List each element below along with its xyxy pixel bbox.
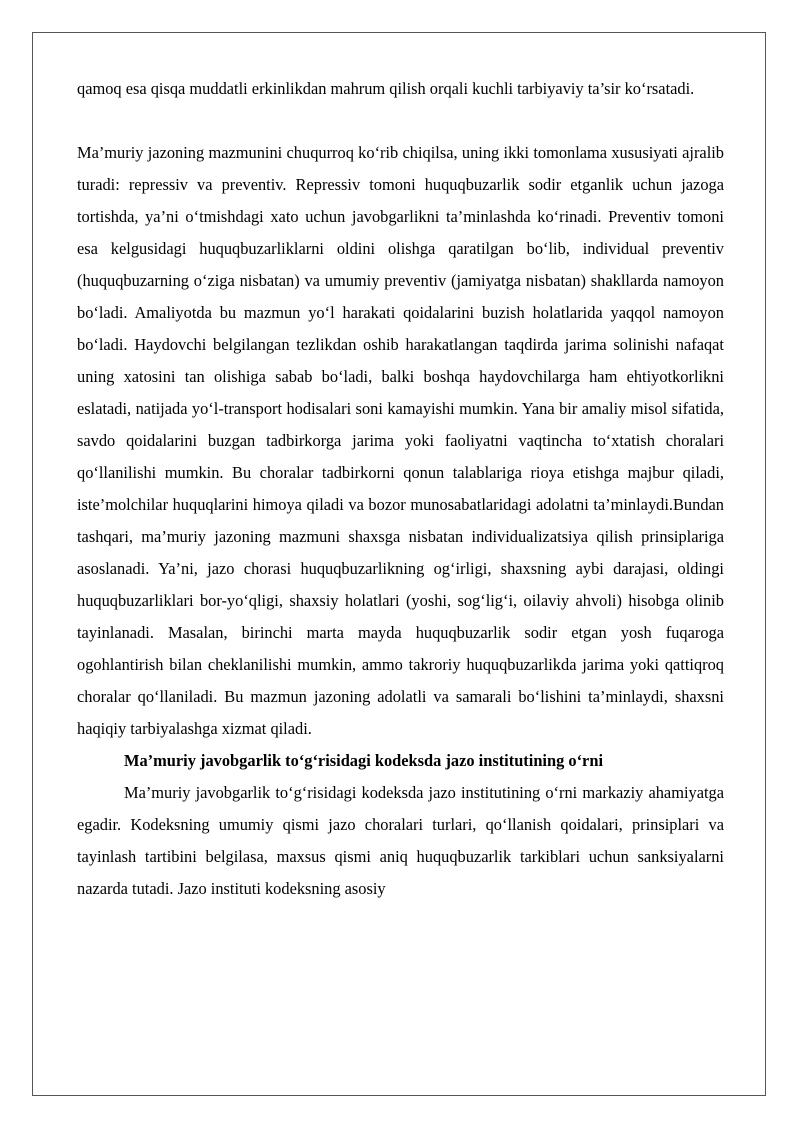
paragraph-main: Ma’muriy jazoning mazmunini chuqurroq ko‘rib chiqilsa, uning ikki tomonlama xususiyati ajralib turadi: repressiv va preventiv. Repressiv tomoni huquqbuzarlik sodir etganlik uchun jazoga tortishda, ya’ni o‘tmishdagi xato uchun javobgarlikni ta’minlashda ko‘rinadi. Preventiv tomoni esa kelgusidagi huquqbuzarliklarni oldini olishga qaratilgan bo‘lib, individual preventiv (huquqbuzarning o‘ziga nisbatan) va umumiy preventiv (jamiyatga nisbatan) shakllarda namoyon bo‘ladi. Amaliyotda bu mazmun yo‘l harakati qoidalarini buzish holatlarida yaqqol namoyon bo‘ladi. Haydovchi belgilangan tezlikdan oshib harakatlangan taqdirda jarima solinishi nafaqat uning xatosini tan olishiga sabab bo‘ladi, balki boshqa haydovchilarga ham ehtiyotkorlikni eslatadi, natijada yo‘l-transport hodisalari soni kamayishi mumkin. Yana bir amaliy misol sifatida, savdo qoidalarini buzgan tadbirkorga jarima yoki faoliyatni vaqtincha to‘xtatish choralari qo‘llanilishi mumkin. Bu choralar tadbirkorni qonun talablariga rioya etishga majbur qiladi, iste’molchilar huquqlarini himoya qiladi va bozor munosabatlaridagi adolatni ta’minlaydi.Bundan tashqari, ma’muriy jazoning mazmuni shaxsga nisbatan individualizatsiya qilish prinsiplariga asoslanadi. Ya’ni, jazo chorasi huquqbuzarlikning og‘irligi, shaxsning aybi darajasi, oldingi huquqbuzarliklari bor-yo‘qligi, shaxsiy holatlari (yoshi, sog‘lig‘i, oilaviy ahvoli) hisobga olinib tayinlanadi. Masalan, birinchi marta mayda huquqbuzarlik sodir etgan yosh fuqaroga ogohlantirish bilan cheklanilishi mumkin, ammo takroriy huquqbuzarlikda jarima yoki qattiqroq choralar qo‘llaniladi. Bu mazmun jazoning adolatli va samarali bo‘lishini ta’minlaydi, shaxsni haqiqiy tarbiyalashga xizmat qiladi.: [77, 143, 724, 738]
document-body: [77, 73, 724, 905]
paragraph-continuation: qamoq esa qisqa muddatli erkinlikdan mahrum qilish orqali kuchli tarbiyaviy ta’sir ko‘rsatadi.: [77, 79, 695, 98]
paragraph-gap: [77, 105, 724, 137]
paragraph-section-start: Ma’muriy javobgarlik to‘g‘risidagi kodeksda jazo institutining o‘rni markaziy ahamiyatga egadir. Kodeksning umumiy qismi jazo choralari turlari, qo‘llanish qoidalari, prinsiplari va tayinlash tartibini belgilasa, maxsus qismi aniq huquqbuzarlik tarkiblari uchun sanksiyalarni nazarda tutadi. Jazo instituti kodeksning asosiy: [77, 783, 724, 898]
section-heading: Ma’muriy javobgarlik to‘g‘risidagi kodeksda jazo institutining o‘rni: [124, 751, 603, 770]
